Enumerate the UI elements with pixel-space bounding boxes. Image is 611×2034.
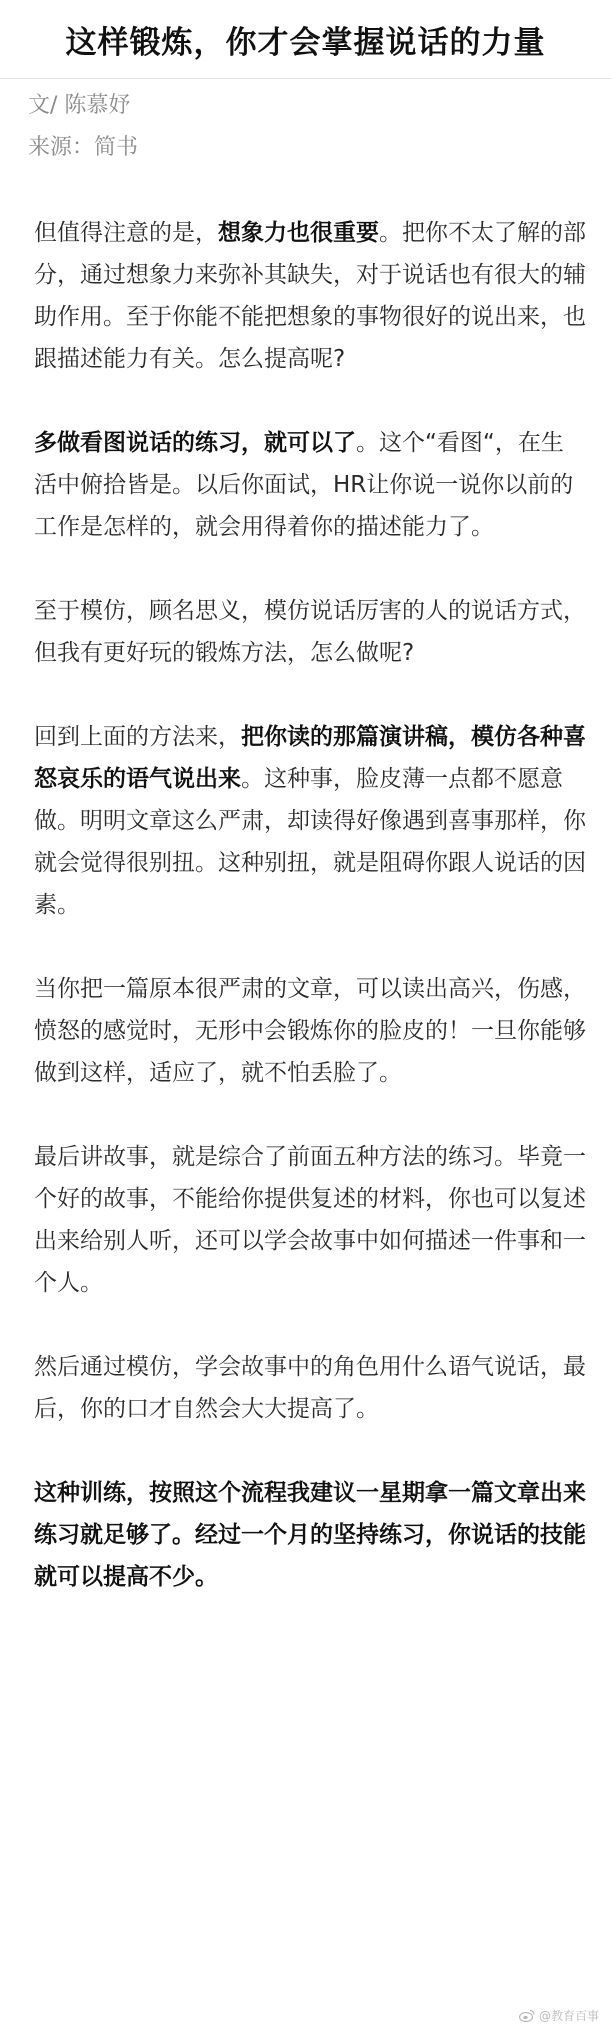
paragraph-text: 回到上面的方法来， <box>34 724 241 750</box>
article-source: 来源：简书 <box>28 135 139 160</box>
title-bar <box>0 0 611 79</box>
article-author: 文/ 陈慕妤 <box>28 93 131 118</box>
watermark <box>519 2007 599 2024</box>
paragraph-bold-text: 想象力也很重要 <box>218 220 379 246</box>
paragraph-8: 这种训练，按照这个流程我建议一星期拿一篇文章出来练习就足够了。经过一个月的坚持练习，你说话的技能就可以提高不少。 <box>34 1480 586 1590</box>
article-title: 这样锻炼，你才会掌握说话的力量 <box>65 24 546 61</box>
weibo-icon <box>519 2009 535 2022</box>
paragraph-6: 最后讲故事，就是综合了前面五种方法的练习。毕竟一个好的故事，不能给你提供复述的材料，你也可以复述出来给别人听，还可以学会故事中如何描述一件事和一个人。 <box>34 1144 586 1296</box>
paragraph-text: 但值得注意的是， <box>34 220 218 246</box>
paragraph-bold-text: 把你读的那篇演讲稿，模仿各种喜怒哀乐的语气说出来 <box>34 724 586 792</box>
article-body <box>34 212 586 1640</box>
paragraph-bold-text: 多做看图说话的练习，就可以了 <box>34 430 356 456</box>
paragraph-3: 至于模仿，顾名思义，模仿说话厉害的人的说话方式，但我有更好玩的锻炼方法，怎么做呢? <box>34 598 586 666</box>
paragraph-text: 。这种事，脸皮薄一点都不愿意做。明明文章这么严肃，却读得好像遇到喜事那样，你就会觉得很别扭。这种别扭，就是阻碍你跟人说话的因素。 <box>34 766 586 918</box>
paragraph-1 <box>34 212 586 380</box>
watermark-text: @教育百事 <box>538 2009 599 2023</box>
paragraph-7: 然后通过模仿，学会故事中的角色用什么语气说话，最后，你的口才自然会大大提高了。 <box>34 1354 586 1422</box>
paragraph-4 <box>34 716 586 926</box>
paragraph-5: 当你把一篇原本很严肃的文章，可以读出高兴，伤感，愤怒的感觉时，无形中会锻炼你的脸皮的！一旦你能够做到这样，适应了，就不怕丢脸了。 <box>34 976 586 1086</box>
paragraph-2 <box>34 422 586 548</box>
paragraph-text: 。这个“看图“，在生活中俯拾皆是。以后你面试，HR让你说一说你以前的工作是怎样的，就会用得着你的描述能力了。 <box>34 430 574 540</box>
paragraph-text: 。把你不太了解的部分，通过想象力来弥补其缺失，对于说话也有很大的辅助作用。至于你能不能把想象的事物很好的说出来，也跟描述能力有关。怎么提高呢? <box>34 220 586 372</box>
